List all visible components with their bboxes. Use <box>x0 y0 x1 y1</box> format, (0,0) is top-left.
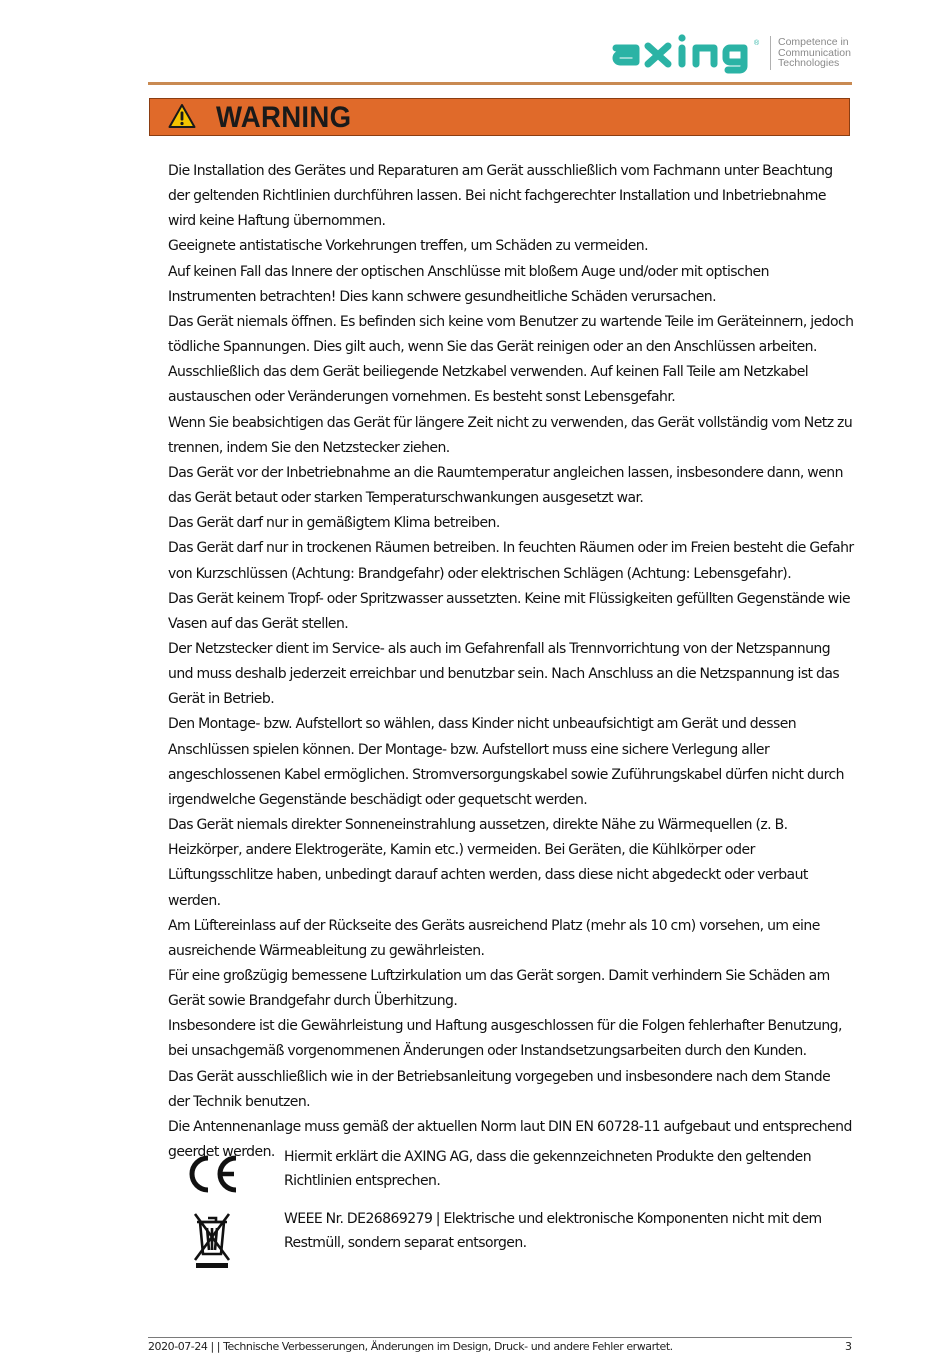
ce-declaration-text: Hiermit erklärt die AXING AG, dass die gekennzeichneten Produkte den geltenden Richtlinien entsprechen. <box>284 1149 812 1189</box>
axing-logo <box>610 34 850 74</box>
safety-paragraph: Ausschließlich das dem Gerät beiliegende Netzkabel verwenden. Auf keinen Fall Teile am Netzkabel austauschen oder Veränderungen vornehmen. Es besteht sonst Lebensgefahr. <box>168 364 809 406</box>
safety-paragraph: Am Lüftereinlass auf der Rückseite des Geräts ausreichend Platz (mehr als 10 cm) vorsehen, um eine ausreichende Wärmeableitung zu gewährleisten. <box>168 917 820 959</box>
safety-paragraph: Insbesondere ist die Gewährleistung und Haftung ausgeschlossen für die Folgen fehlerhafter Benutzung, bei unsachgemäß vorgenommenen Änderungen oder Instandsetzungsarbeiten durch den Kunden. <box>168 1018 842 1060</box>
footer-rule <box>148 1337 852 1338</box>
logo-tagline <box>778 37 851 69</box>
safety-paragraph: Die Antennenanlage muss gemäß der aktuellen Norm laut DIN EN 60728-11 aufgebaut und entsprechend geerdet werden. <box>168 1118 852 1161</box>
svg-text:®: ® <box>754 40 760 47</box>
header-rule <box>148 82 852 85</box>
warning-title: WARNING <box>216 101 352 134</box>
logo-tagline-line: Technologies <box>778 57 840 69</box>
safety-instructions <box>168 159 854 1165</box>
safety-paragraph: Das Gerät niemals öffnen. Es befinden sich keine vom Benutzer zu wartende Teile im Geräteinnern, jedoch tödliche Spannungen. Dies gilt auch, wenn Sie das Gerät reinigen oder an den Anschlüssen arbeiten. <box>168 313 854 356</box>
safety-paragraph: Das Gerät ausschließlich wie in der Betriebsanleitung vorgegeben und insbesondere nach dem Stande der Technik benutzen. <box>168 1068 831 1110</box>
page-number: 3 <box>845 1340 852 1353</box>
crossed-bin-icon <box>192 1210 232 1270</box>
safety-paragraph: Das Gerät vor der Inbetriebnahme an die Raumtemperatur angleichen lassen, insbesondere dann, wenn das Gerät betaut oder starken Temperaturschwankungen ausgesetzt war. <box>168 464 843 507</box>
warning-triangle-icon <box>168 103 196 129</box>
weee-declaration-text: WEEE Nr. DE26869279 | Elektrische und elektronische Komponenten nicht mit dem Restmüll, sondern separat entsorgen. <box>284 1211 822 1251</box>
warning-banner <box>149 98 850 136</box>
safety-paragraph: Den Montage- bzw. Aufstellort so wählen, dass Kinder nicht unbeaufsichtigt am Gerät und dessen Anschlüssen spielen können. Der Montage- bzw. Aufstellort muss eine sichere Verlegung aller angeschlossenen Kabel ermöglichen. Stromversorgungskabel sowie Zuführungskabel dürfen nicht durch irgendwelche Gegenstände beschädigt oder gequetscht werden. <box>168 716 844 808</box>
safety-paragraph: Auf keinen Fall das Innere der optischen Anschlüsse mit bloßem Auge und/oder mit optischen Instrumenten betrachten! Dies kann schwere gesundheitliche Schäden verursachen. <box>168 263 769 305</box>
safety-paragraph: Das Gerät keinem Tropf- oder Spritzwasser aussetzten. Keine mit Flüssigkeiten gefüllten Gegenstände wie Vasen auf das Gerät stellen. <box>168 590 851 632</box>
logo-tagline-line: Communication <box>778 46 851 59</box>
safety-paragraph: Der Netzstecker dient im Service- als auch im Gefahrenfall als Trennvorrichtung von der Netzspannung und muss deshalb jederzeit erreichbar und benutzbar sein. Nach Anschluss an die Netzspannung ist das Gerät in Betrieb. <box>168 640 840 708</box>
safety-paragraph: Die Installation des Gerätes und Reparaturen am Gerät ausschließlich vom Fachmann unter Beachtung der geltenden Richtlinien durchführen lassen. Bei nicht fachgerechter Installation und Inbetriebnahme wird keine Haftung übernommen. <box>168 163 833 230</box>
safety-paragraph: Das Gerät niemals direkter Sonneneinstrahlung aussetzen, direkte Nähe zu Wärmequellen (z. B. Heizkörper, andere Elektrogeräte, Kamin etc.) vermeiden. Bei Geräten, die Kühlkörper oder Lüftungsschlitze haben, unbedingt darauf achten werden, dass diese nicht abgedeckt oder verbaut werden. <box>168 817 808 909</box>
footer-disclaimer: 2020-07-24 | | Technische Verbesserungen, Änderungen im Design, Druck- und andere Fehler erwartet. <box>148 1340 673 1353</box>
safety-paragraph: Das Gerät darf nur in trockenen Räumen betreiben. In feuchten Räumen oder im Freien besteht die Gefahr von Kurzschlüssen (Achtung: Brandgefahr) oder elektrischen Schlägen (Achtung: Lebensgefahr). <box>168 540 854 582</box>
safety-paragraph: Für eine großzügig bemessene Luftzirkulation um das Gerät sorgen. Damit verhindern Sie Schäden am Gerät sowie Brandgefahr durch Überhitzung. <box>168 968 830 1010</box>
safety-paragraph: Geeignete antistatische Vorkehrungen treffen, um Schäden zu vermeiden. <box>168 238 648 255</box>
logo-separator <box>770 36 771 70</box>
safety-paragraph: Das Gerät darf nur in gemäßigtem Klima betreiben. <box>168 515 500 532</box>
logo-tagline-line: Competence in <box>778 36 849 48</box>
safety-paragraph: Wenn Sie beabsichtigen das Gerät für längere Zeit nicht zu verwenden, das Gerät vollständig vom Netz zu trennen, indem Sie den Netzstecker ziehen. <box>168 414 853 456</box>
axing-wordmark-icon <box>610 34 768 74</box>
ce-mark-icon <box>182 1150 242 1198</box>
